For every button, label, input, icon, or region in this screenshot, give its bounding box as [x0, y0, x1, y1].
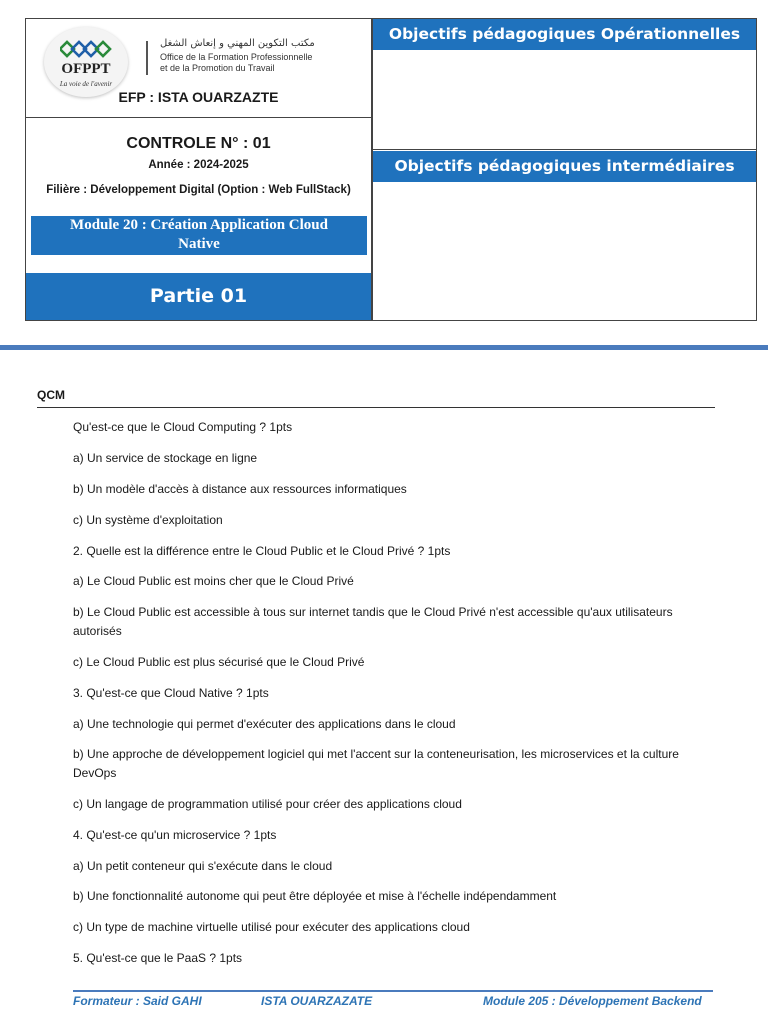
list-item: a) Un petit conteneur qui s'exécute dans le cloud	[73, 858, 333, 873]
list-item: b) Le Cloud Public est accessible à tous sur internet tandis que le Cloud Privé n'est accessible qu'aux utilisateurs autorisés	[73, 605, 673, 638]
logo-tagline: La voie de l'avenir	[59, 80, 113, 88]
list-item: a) Le Cloud Public est moins cher que le Cloud Privé	[73, 574, 354, 589]
list-item: a) Un service de stockage en ligne	[73, 450, 258, 465]
footer-ista: ISTA OUARZAZATE	[261, 994, 373, 1008]
header-divider	[26, 117, 371, 118]
list-item: a) Une technologie qui permet d'exécuter des applications dans le cloud	[73, 716, 456, 731]
list-item: b) Un modèle d'accès à distance aux ressources informatiques	[73, 481, 407, 496]
partie-banner: Partie 01	[26, 273, 371, 320]
controle-title: CONTROLE N° : 01	[126, 135, 271, 152]
footer-module: Module 205 : Développement Backend	[483, 994, 702, 1008]
ofppt-logo	[44, 27, 128, 97]
objectives-box	[372, 18, 757, 321]
org-name-french-line2: et de la Promotion du Travail	[160, 63, 275, 73]
list-item: Qu'est-ce que le Cloud Computing ? 1pts	[73, 420, 293, 434]
org-name-french-line1: Office de la Formation Professionnelle	[160, 52, 313, 62]
list-item: c) Un système d'exploitation	[73, 512, 223, 527]
footer-formateur: Formateur : Said GAHI	[73, 994, 202, 1008]
list-item: 5. Qu'est-ce que le PaaS ? 1pts	[73, 951, 243, 966]
obj-intermediaires-bar: Objectifs pédagogiques intermédiaires	[373, 151, 756, 182]
logo-divider	[146, 41, 148, 75]
list-item: c) Le Cloud Public est plus sécurisé que le Cloud Privé	[73, 654, 365, 669]
org-name-arabic: مكتب التكوين المهني و إنعاش الشغل	[160, 38, 315, 49]
section-title: QCM	[37, 388, 65, 402]
ofppt-logo-icon	[60, 39, 112, 59]
filiere-label: Filière : Développement Digital (Option : Web FullStack)	[46, 184, 351, 196]
list-item: b) Une approche de développement logiciel qui met l'accent sur la conteneurisation, les microservices et la culture DevOps	[73, 747, 679, 780]
org-name-french	[160, 52, 312, 74]
section-underline	[37, 407, 715, 408]
obj-operationnels-bar: Objectifs pédagogiques Opérationnelles	[373, 19, 756, 50]
logo-text: OFPPT	[61, 61, 111, 77]
list-item: b) Une fonctionnalité autonome qui peut être déployée et mise à l'échelle indépendamment	[73, 889, 557, 904]
annee-label: Année : 2024-2025	[148, 159, 249, 171]
section-rule	[0, 345, 768, 350]
list-item: c) Un type de machine virtuelle utilisé pour exécuter des applications cloud	[73, 920, 470, 935]
list-item: 4. Qu'est-ce qu'un microservice ? 1pts	[73, 827, 277, 842]
efp-title: EFP : ISTA OUARZAZTE	[118, 89, 279, 105]
logo-area	[26, 19, 371, 119]
footer-rule	[73, 990, 713, 992]
header-info-box	[25, 18, 372, 321]
objectives-divider	[373, 149, 756, 150]
list-item: c) Un langage de programmation utilisé pour créer des applications cloud	[73, 796, 462, 811]
module-banner	[31, 216, 367, 255]
list-item: 3. Qu'est-ce que Cloud Native ? 1pts	[73, 685, 269, 700]
module-line2: Native	[178, 236, 220, 252]
list-item: 2. Quelle est la différence entre le Cloud Public et le Cloud Privé ? 1pts	[73, 543, 451, 558]
question-list	[73, 418, 713, 968]
module-line1: Module 20 : Création Application Cloud	[70, 217, 328, 233]
